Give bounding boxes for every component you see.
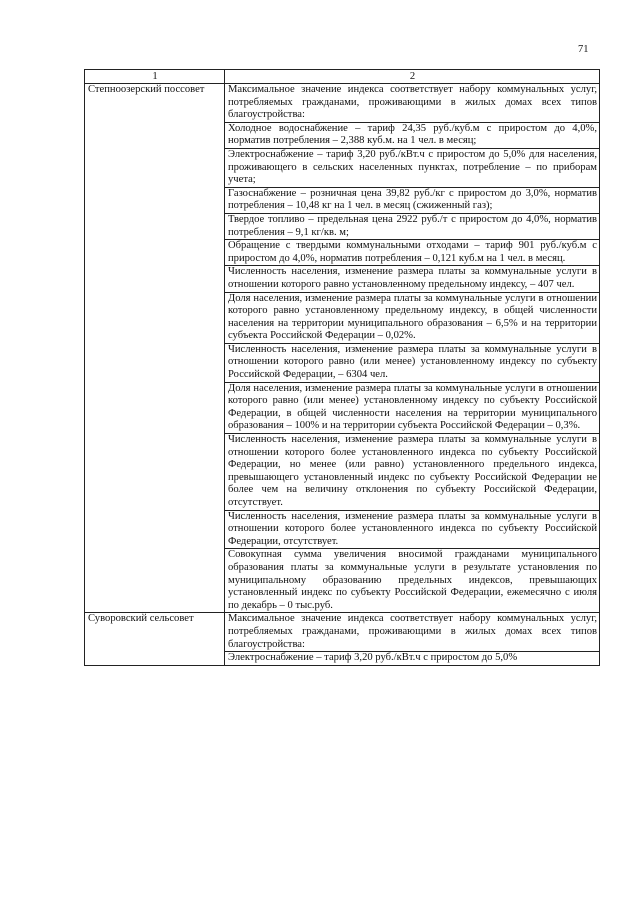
paragraph: Максимальное значение индекса соответствует набору коммунальных услуг, потребляемых гражданами, проживающими в жилых домах всех типов благоустройства: — [228, 613, 597, 650]
paragraph: Численность населения, изменение размера платы за коммунальные услуги в отношении которого равно установленному предельному индексу, – 407 чел. — [225, 265, 599, 291]
description-cell — [225, 84, 600, 613]
paragraph: Твердое топливо – предельная цена 2922 руб./т с приростом до 4,0%, норматив потребления – 9,1 кг/кв. м; — [225, 213, 599, 239]
column-header-1: 1 — [85, 70, 225, 84]
table-row — [85, 613, 600, 665]
paragraph: Газоснабжение – розничная цена 39,82 руб./кг с приростом до 3,0%, норматив потребления – 10,48 кг на 1 чел. в месяц (сжиженный газ); — [225, 187, 599, 213]
table-row — [85, 84, 600, 613]
municipality-cell: Суворовский сельсовет — [85, 613, 225, 665]
table-header-row — [85, 70, 600, 84]
page-number: 71 — [578, 44, 589, 55]
paragraph: Электроснабжение – тариф 3,20 руб./кВт.ч с приростом до 5,0% — [225, 651, 599, 665]
paragraph: Совокупная сумма увеличения вносимой гражданами муниципального образования платы за коммунальные услуги в результате установления по муниципальному образованию предельных индексов, превышающих установленный индекс по субъекту Российской Федерации, ежемесячно с июля по декабрь – 0 тыс.руб. — [225, 548, 599, 612]
paragraph: Холодное водоснабжение – тариф 24,35 руб./куб.м с приростом до 4,0%, норматив потребления – 2,388 куб.м. на 1 чел. в месяц; — [225, 122, 599, 148]
paragraph: Максимальное значение индекса соответствует набору коммунальных услуг, потребляемых гражданами, проживающими в жилых домах всех типов благоустройства: — [228, 84, 597, 121]
document-table — [84, 69, 600, 666]
paragraph: Доля населения, изменение размера платы за коммунальные услуги в отношении которого равно (или менее) установленному индексу по субъекту Российской Федерации, в общей численности населения на территории муниципального образования – 100% и на территории субъекта Российской Федерации – 0,3%. — [225, 382, 599, 433]
paragraph: Доля населения, изменение размера платы за коммунальные услуги в отношении которого равно установленному предельному индексу, в общей численности населения на территории муниципального образования – 6,5% и на территории субъекта Российской Федерации – 0,02%. — [225, 292, 599, 343]
paragraph: Численность населения, изменение размера платы за коммунальные услуги в отношении которого равно (или менее) установленному индексу по субъекту Российской Федерации, – 6304 чел. — [225, 343, 599, 382]
paragraph: Электроснабжение – тариф 3,20 руб./кВт.ч с приростом до 5,0% для населения, проживающего в сельских населенных пунктах, потребление – по приборам учета; — [225, 148, 599, 187]
column-header-2: 2 — [225, 70, 600, 84]
description-cell — [225, 613, 600, 665]
paragraph: Численность населения, изменение размера платы за коммунальные услуги в отношении которого более установленного индекса по субъекту Российской Федерации, отсутствует. — [225, 510, 599, 549]
paragraph: Обращение с твердыми коммунальными отходами – тариф 901 руб./куб.м с приростом до 4,0%, норматив потребления – 0,121 куб.м на 1 чел. в месяц. — [225, 239, 599, 265]
municipality-cell: Степноозерский поссовет — [85, 84, 225, 613]
paragraph: Численность населения, изменение размера платы за коммунальные услуги в отношении которого более установленного индекса по субъекту Российской Федерации, но менее (или равно) установленного предельного индекса, превышающего установленный индекс по субъекту Российской Федерации не более чем на величину отклонения по субъекту Российской Федерации, отсутствует. — [225, 433, 599, 510]
